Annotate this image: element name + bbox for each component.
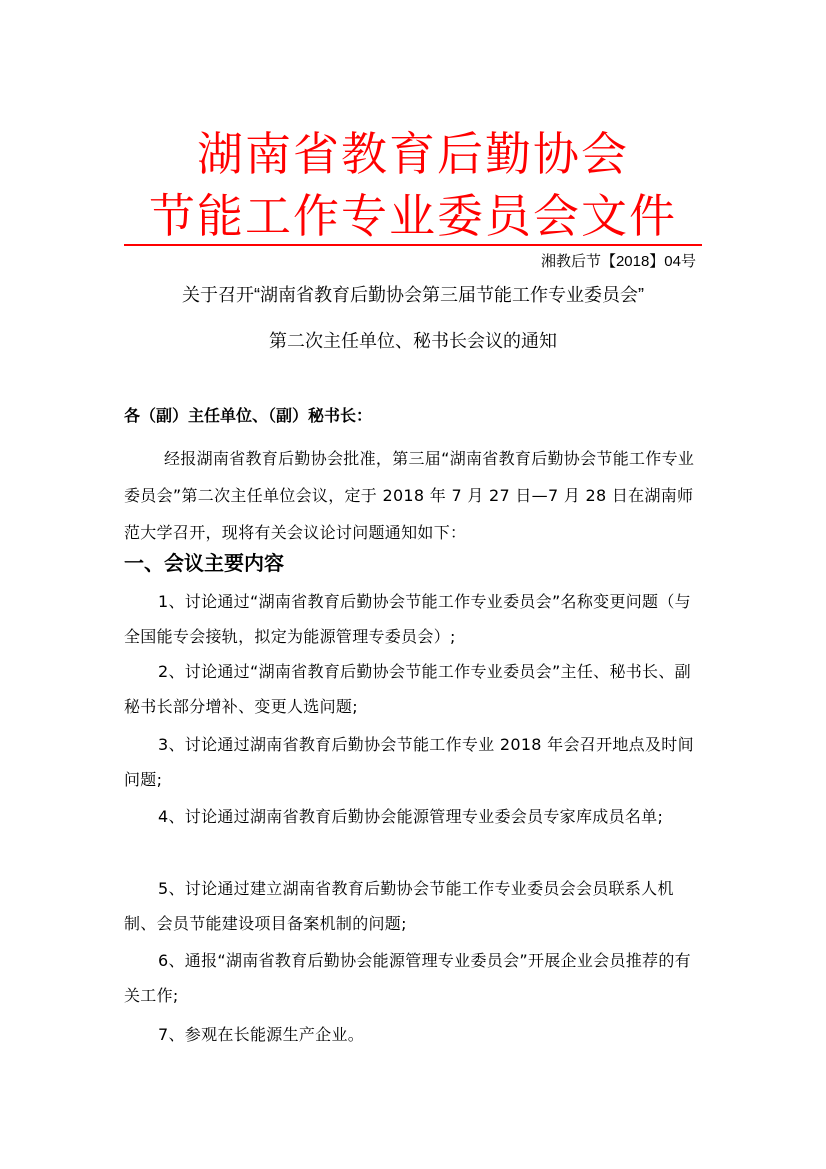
document-number: 湘教后节【2018】04号 bbox=[540, 253, 696, 270]
notice-title-line1: 关于召开“湖南省教育后勤协会第三届节能工作专业委员会” bbox=[182, 285, 644, 305]
agenda-item: 7、参观在长能源生产企业。 bbox=[158, 1025, 365, 1044]
agenda-item: 6、通报“湖南省教育后勤协会能源管理专业委员会”开展企业会员推荐的有关工作; bbox=[124, 951, 691, 1005]
agenda-item: 2、讨论通过“湖南省教育后勤协会节能工作专业委员会”主任、秘书长、副秘书长部分增补、变更人选问题; bbox=[124, 662, 691, 716]
agenda-item: 1、讨论通过“湖南省教育后勤协会节能工作专业委员会”名称变更问题（与全国能专会接轨，拟定为能源管理专委员会）; bbox=[124, 592, 691, 646]
agenda-item: 4、讨论通过湖南省教育后勤协会能源管理专业委会员专家库成员名单; bbox=[158, 807, 664, 826]
agenda-item: 3、讨论通过湖南省教育后勤协会节能工作专业 2018 年会召开地点及时间问题; bbox=[124, 735, 694, 789]
agenda-item: 5、讨论通过建立湖南省教育后勤协会节能工作专业委员会会员联系人机制、会员节能建设项目备案机制的问题; bbox=[124, 879, 674, 933]
notice-title-line2: 第二次主任单位、秘书长会议的通知 bbox=[269, 331, 557, 351]
section-heading: 一、会议主要内容 bbox=[124, 551, 284, 575]
header-org-name: 湖南省教育后勤协会 bbox=[197, 127, 629, 181]
header-document-type: 节能工作专业委员会文件 bbox=[149, 189, 677, 243]
salutation: 各（副）主任单位、（副）秘书长： bbox=[124, 406, 373, 425]
intro-paragraph: 经报湖南省教育后勤协会批准，第三届“湖南省教育后勤协会节能工作专业委员会”第二次主任单位会议，定于 2018 年 7 月 27 日—7 月 28 日在湖南师范大学召开，现将有关会议论讨问题通知如下： bbox=[124, 449, 695, 542]
header-red-divider bbox=[124, 244, 702, 246]
